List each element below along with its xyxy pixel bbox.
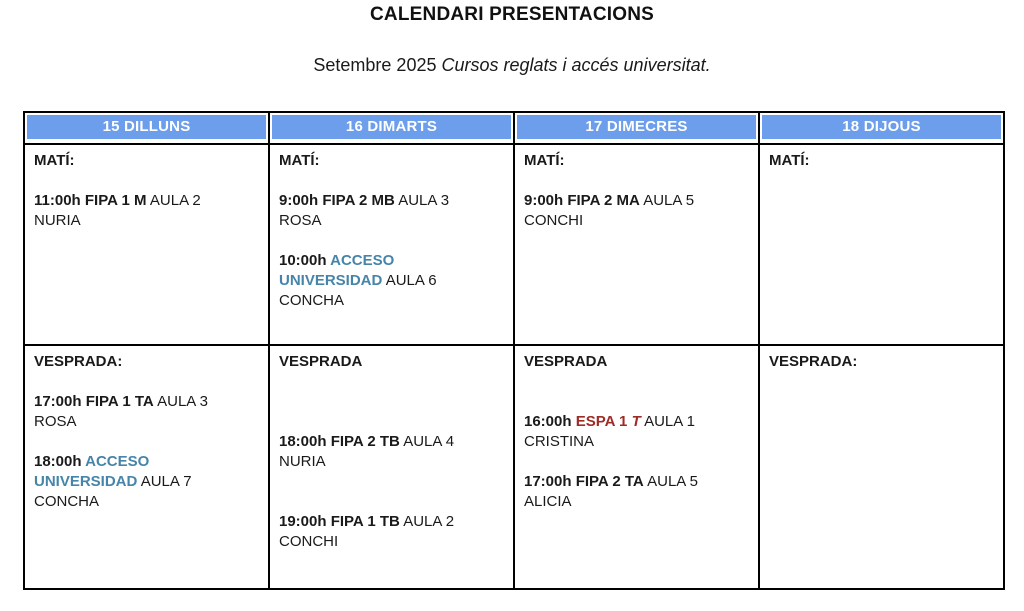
blank-line — [279, 492, 505, 512]
schedule-entry: 11:00h FIPA 1 M AULA 2 NURIA — [34, 192, 201, 229]
column-header-dimecres-label: 17 DIMECRES — [517, 115, 756, 139]
calendar-row-mati — [24, 144, 1004, 345]
blank-line — [34, 171, 260, 191]
schedule-entry: 17:00h FIPA 2 TA AULA 5 ALICIA — [524, 473, 698, 510]
page-title: CALENDARI PRESENTACIONS — [370, 4, 654, 25]
column-header-dimarts-label: 16 DIMARTS — [272, 115, 511, 139]
schedule-entry: MATÍ: — [769, 152, 810, 169]
schedule-entry: 19:00h FIPA 1 TB AULA 2 CONCHI — [279, 513, 455, 550]
blank-line — [34, 372, 260, 392]
blank-line — [34, 432, 260, 452]
calendar-table — [23, 111, 1005, 590]
schedule-entry: VESPRADA — [279, 353, 363, 370]
cell-mati-dimecres — [514, 144, 759, 345]
column-header-dimecres — [514, 112, 759, 144]
cell-mati-dimarts — [269, 144, 514, 345]
schedule-entry: MATÍ: — [279, 152, 320, 169]
schedule-entry: 17:00h FIPA 1 TA AULA 3 ROSA — [34, 393, 208, 430]
blank-line — [279, 472, 505, 492]
column-header-dimarts — [269, 112, 514, 144]
schedule-entry: 18:00h ACCESO UNIVERSIDAD AULA 7 CONCHA — [34, 453, 192, 510]
cell-vesprada-dilluns — [24, 345, 269, 589]
column-header-dijous — [759, 112, 1004, 144]
blank-line — [524, 452, 750, 472]
blank-line — [524, 372, 750, 392]
cell-vesprada-dimarts — [269, 345, 514, 589]
blank-line — [279, 392, 505, 412]
blank-line — [524, 392, 750, 412]
blank-line — [279, 171, 505, 191]
cell-mati-dilluns — [24, 144, 269, 345]
schedule-entry: 18:00h FIPA 2 TB AULA 4 NURIA — [279, 433, 455, 470]
blank-line — [279, 372, 505, 392]
schedule-entry: 9:00h FIPA 2 MA AULA 5 CONCHI — [524, 192, 695, 229]
calendar-header-row — [24, 112, 1004, 144]
schedule-entry: VESPRADA: — [34, 353, 123, 370]
column-header-dilluns-label: 15 DILLUNS — [27, 115, 266, 139]
calendar-row-vesprada — [24, 345, 1004, 589]
schedule-entry: MATÍ: — [34, 152, 75, 169]
schedule-entry: MATÍ: — [524, 152, 565, 169]
blank-line — [279, 231, 505, 251]
cell-vesprada-dijous — [759, 345, 1004, 589]
cell-mati-dijous — [759, 144, 1004, 345]
column-header-dijous-label: 18 DIJOUS — [762, 115, 1001, 139]
subtitle-italic: Cursos reglats i accés universitat. — [441, 55, 711, 75]
schedule-entry: 10:00h ACCESO UNIVERSIDAD AULA 6 CONCHA — [279, 252, 437, 309]
subtitle-regular: Setembre 2025 — [313, 55, 442, 75]
blank-line — [524, 171, 750, 191]
schedule-entry: 9:00h FIPA 2 MB AULA 3 ROSA — [279, 192, 450, 229]
schedule-entry: VESPRADA: — [769, 353, 858, 370]
cell-vesprada-dimecres — [514, 345, 759, 589]
schedule-entry: VESPRADA — [524, 353, 608, 370]
page-subtitle — [0, 55, 1024, 76]
column-header-dilluns — [24, 112, 269, 144]
schedule-entry: 16:00h ESPA 1 T AULA 1 CRISTINA — [524, 413, 695, 450]
blank-line — [279, 412, 505, 432]
